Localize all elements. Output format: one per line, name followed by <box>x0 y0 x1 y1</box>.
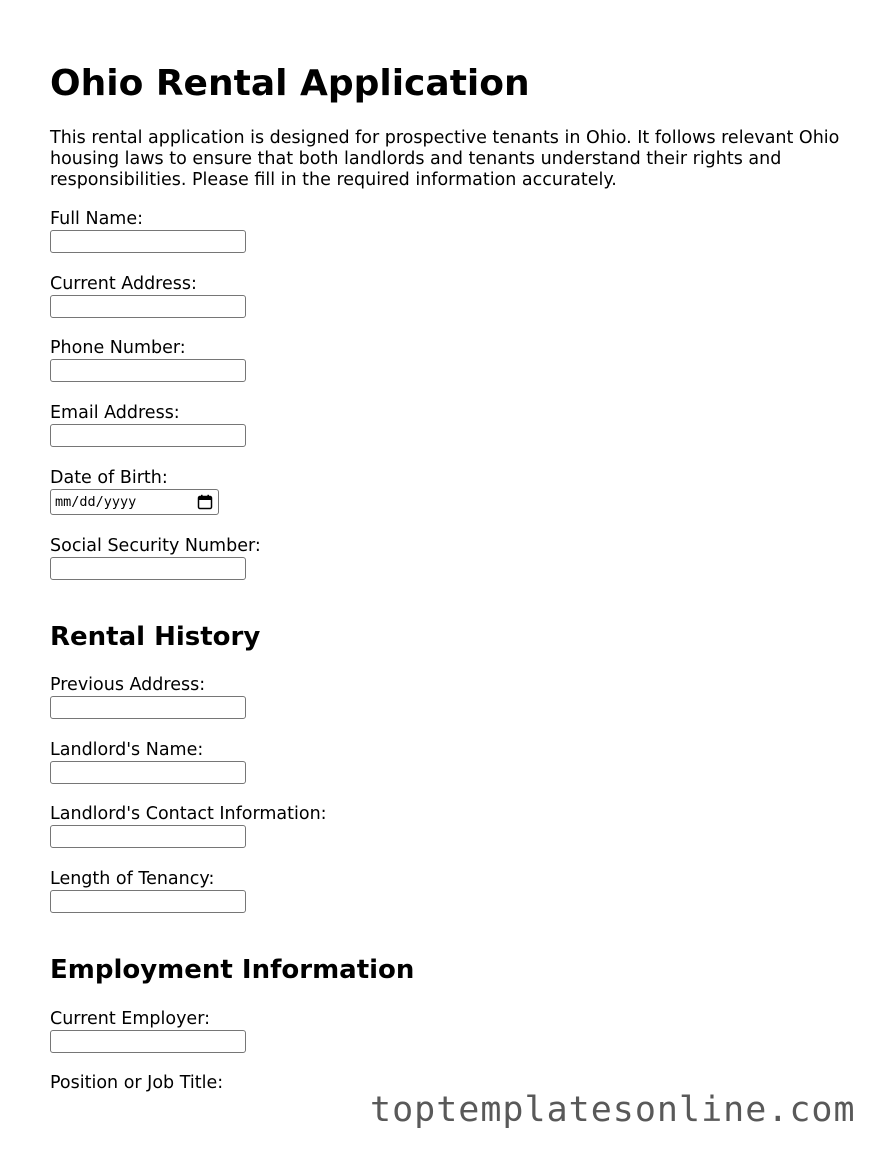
tenancy-length-input[interactable] <box>50 890 246 913</box>
email-address-input[interactable] <box>50 424 246 447</box>
current-employer-input[interactable] <box>50 1030 246 1053</box>
landlord-contact-group <box>50 803 327 848</box>
landlord-name-input[interactable] <box>50 761 246 784</box>
ssn-input[interactable] <box>50 557 246 580</box>
intro-paragraph: This rental application is designed for prospective tenants in Ohio. It follows relevant Ohio housing laws to ensure that both landlords and tenants understand their rights and responsibilities. Please fill in the required information accurately. <box>50 128 840 190</box>
rental-history-heading: Rental History <box>50 622 261 652</box>
full-name-label: Full Name: <box>50 209 144 229</box>
watermark-text: toptemplatesonline.com <box>370 1090 856 1130</box>
email-address-label: Email Address: <box>50 403 180 423</box>
ssn-group <box>50 535 261 580</box>
current-address-group <box>50 273 246 318</box>
tenancy-length-label: Length of Tenancy: <box>50 869 215 889</box>
date-of-birth-group <box>50 467 219 515</box>
landlord-contact-input[interactable] <box>50 825 246 848</box>
date-of-birth-input[interactable] <box>50 489 219 515</box>
landlord-name-group <box>50 739 246 784</box>
current-employer-label: Current Employer: <box>50 1009 210 1029</box>
phone-number-label: Phone Number: <box>50 338 186 358</box>
phone-number-input[interactable] <box>50 359 246 382</box>
landlord-name-label: Landlord's Name: <box>50 740 204 760</box>
current-employer-group <box>50 1008 246 1053</box>
full-name-input[interactable] <box>50 230 246 253</box>
previous-address-input[interactable] <box>50 696 246 719</box>
previous-address-group <box>50 674 246 719</box>
ssn-label: Social Security Number: <box>50 536 261 556</box>
date-of-birth-label: Date of Birth: <box>50 468 168 488</box>
current-address-label: Current Address: <box>50 274 197 294</box>
landlord-contact-label: Landlord's Contact Information: <box>50 804 327 824</box>
employment-heading: Employment Information <box>50 955 415 985</box>
position-label: Position or Job Title: <box>50 1073 224 1093</box>
calendar-icon[interactable] <box>197 494 213 510</box>
date-placeholder: mm/dd/yyyy <box>55 494 137 510</box>
phone-number-group <box>50 337 246 382</box>
position-group <box>50 1072 223 1094</box>
full-name-group <box>50 208 246 253</box>
previous-address-label: Previous Address: <box>50 675 206 695</box>
page-title: Ohio Rental Application <box>50 63 530 104</box>
email-address-group <box>50 402 246 447</box>
tenancy-length-group <box>50 868 246 913</box>
current-address-input[interactable] <box>50 295 246 318</box>
